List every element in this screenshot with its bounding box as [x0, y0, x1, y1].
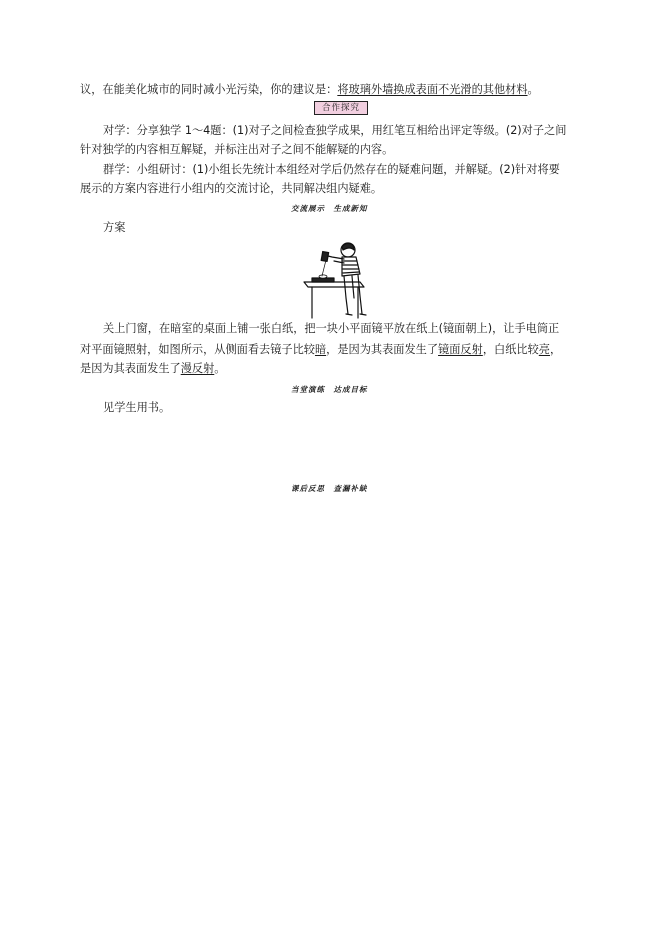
answer-bright: 亮 — [538, 343, 550, 356]
answer-line-1: 议，在能美化城市的同时减小光污染，你的建议是：将玻璃外墙换成表面不光滑的其他材料。 — [80, 83, 539, 96]
flashlight-mirror-illustration — [302, 238, 380, 320]
qunxue-line-2: 展示的方案内容进行小组内的交流讨论，共同解决组内疑难。 — [80, 182, 383, 195]
heading-exchange: 交流展示 生成新知 — [291, 204, 368, 213]
see-book-note: 见学生用书。 — [103, 401, 171, 414]
fangan-label: 方案 — [103, 221, 126, 234]
answer-diffuse-reflection: 漫反射 — [180, 362, 215, 375]
duixue-line-2: 针对独学的内容相互解疑，并标注出对子之间不能解疑的内容。 — [80, 143, 394, 156]
duixue-line-1: 对学：分享独学 1～4题：(1)对子之间检查独学成果，用红笔互相给出评定等级。(2)对子之间 — [103, 124, 567, 137]
answer-dark: 暗 — [314, 343, 327, 356]
answer-specular-reflection: 镜面反射 — [438, 343, 483, 356]
experiment-line-3: 是因为其表面发生了漫反射。 — [80, 362, 226, 375]
heading-practice: 当堂演练 达成目标 — [291, 385, 368, 394]
experiment-line-2: 对平面镜照射，如图所示，从侧面看去镜子比较暗，是因为其表面发生了镜面反射，白纸比较亮， — [80, 343, 562, 356]
heading-reflection: 课后反思 查漏补缺 — [291, 484, 368, 493]
answer-suggestion: 将玻璃外墙换成表面不光滑的其他材料 — [337, 83, 528, 96]
qunxue-line-1: 群学：小组研讨：(1)小组长先统计本组经对学后仍然存在的疑难问题，并解疑。(2)针对将要 — [103, 163, 560, 176]
experiment-line-1: 关上门窗，在暗室的桌面上铺一张白纸，把一块小平面镜平放在纸上(镜面朝上)，让手电筒正 — [103, 322, 560, 335]
section-badge-cooperative: 合作探究 — [314, 101, 368, 115]
